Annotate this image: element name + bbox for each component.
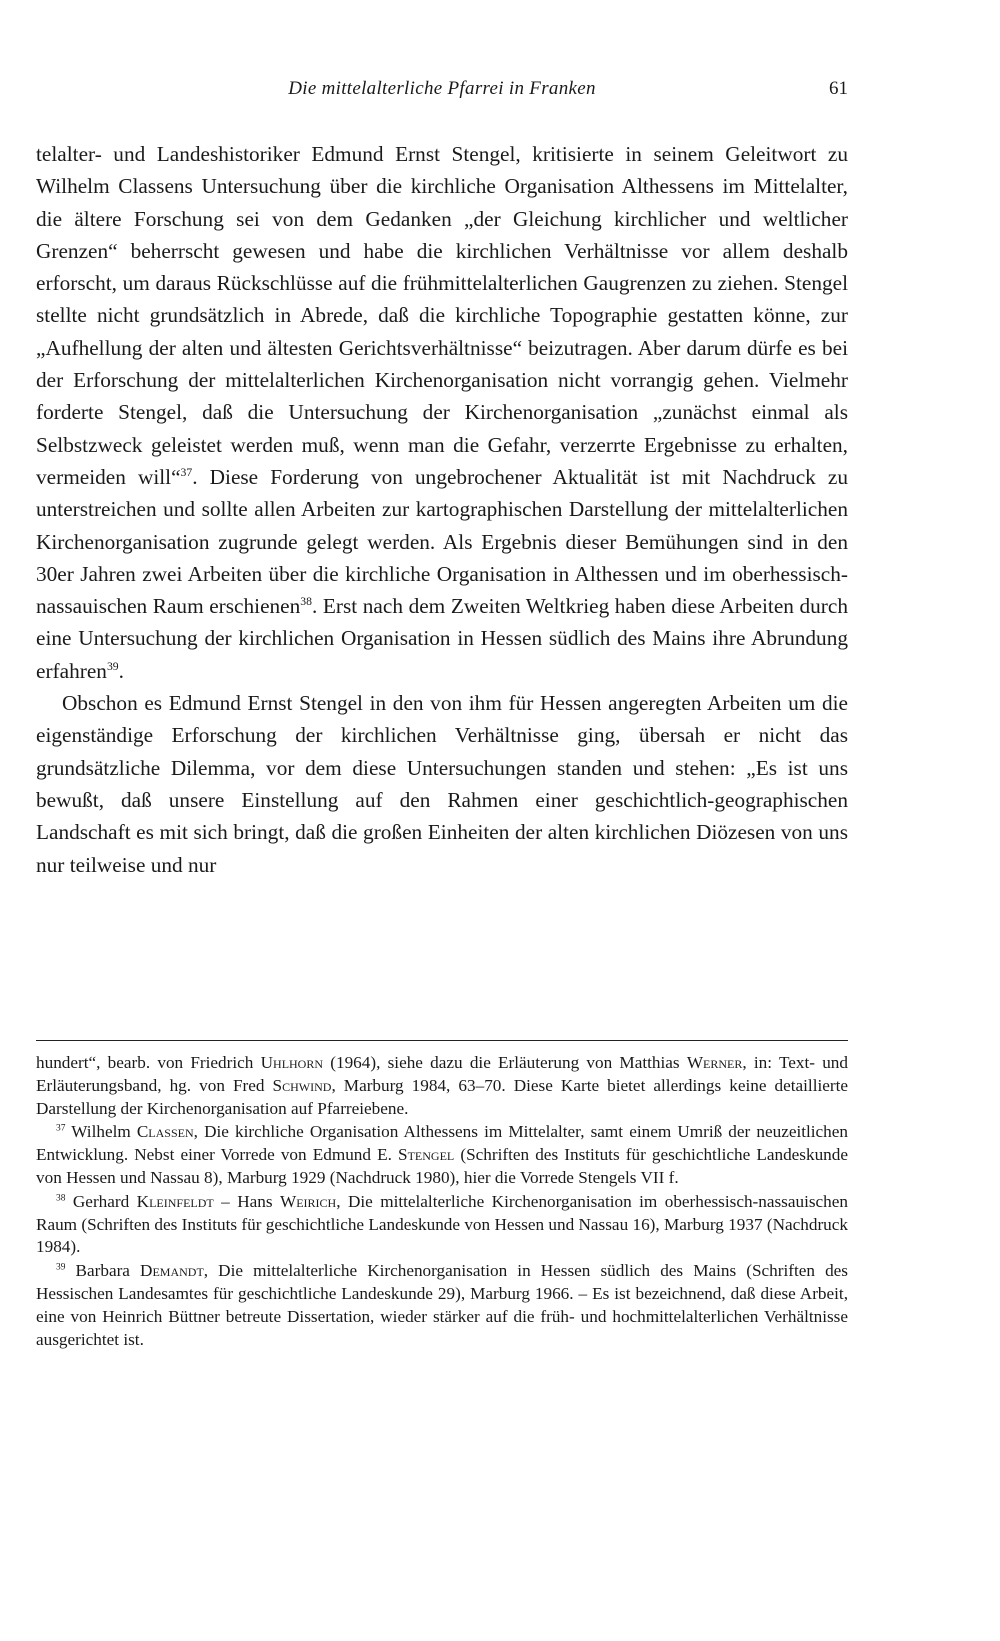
- footnote-ref-39: 39: [106, 659, 119, 673]
- footnote-38: [36, 1191, 848, 1259]
- footnote-cont-text-d: , Marburg 1984, 63–70. Diese Karte bietet allerdings keine detaillierte Darstellung der Kirchenorganisation auf Pfarreiebene.: [36, 1075, 848, 1118]
- footnote-38-text-b: – Hans: [213, 1191, 280, 1211]
- footnote-ref-38: 38: [300, 594, 312, 608]
- footnote-number: 38: [56, 1193, 66, 1204]
- paragraph-1-part-a: telalter- und Landeshistoriker Edmund Ernst Stengel, kritisierte in seinem Geleitwort zu Wilhelm Classens Untersuchung über die kirchliche Organisation Althessens im Mittelalter, die ältere Forschung sei von dem Gedanken „der Gleichung kirchlicher und weltlicher Grenzen“ beherrscht gewesen und habe die kirchlichen Verhältnisse vor allem deshalb erforscht, um daraus Rückschlüsse auf die frühmittelalterlichen Gaugrenzen zu ziehen. Stengel stellte nicht grundsätzlich in Abrede, daß die kirchliche Topographie gestatten könne, zur „Aufhellung der alten und ältesten Gerichtsverhältnisse“ beizutragen. Aber darum dürfe es bei der Erforschung der mittelalterlichen Kirchenorganisation nicht vorrangig gehen. Vielmehr forderte Stengel, daß die Untersuchung der Kirchenorganisation „zunächst einmal als Selbstzweck geleistet werden muß, wenn man die Gefahr, verzerrte Ergebnisse zu erhalten, vermeiden will“: [36, 142, 848, 489]
- footnote-37-text-c: (Schriften des Instituts für geschichtliche Landeskunde von Hessen und Nassau 8), Marburg 1929 (Nachdruck 1980), hier die Vorrede Stengels VII f.: [36, 1145, 848, 1187]
- paragraph-2: Obschon es Edmund Ernst Stengel in den von ihm für Hessen angeregten Arbeiten um die eigenständige Erforschung der kirchlichen Verhältnisse ging, übersah er nicht das grundsätzliche Dilemma, vor dem diese Untersuchungen standen und stehen: „Es ist uns bewußt, daß unsere Einstellung auf den Rahmen einer geschichtlich-geographischen Landschaft es mit sich bringt, daß die großen Einheiten der alten kirchlichen Diözesen von uns nur teilweise und nur: [36, 691, 848, 877]
- footnote-39-text-a: Barbara: [65, 1261, 141, 1281]
- footnotes: [36, 1052, 848, 1351]
- footnote-cont-text-b: (1964), siehe dazu die Erläuterung von Matthias: [323, 1053, 687, 1072]
- footnote-39: [36, 1260, 848, 1351]
- author-name: Demandt: [140, 1261, 204, 1281]
- page-header: [36, 78, 848, 108]
- paragraph-1-part-b: . Diese Forderung von ungebrochener Aktualität ist mit Nachdruck zu unterstreichen und sollte allen Arbeiten zur kartographischen Darstellung der mittelalterlichen Kirchenorganisation zugrunde gelegt werden. Als Ergebnis dieser Bemühungen sind in den 30er Jahren zwei Arbeiten über die kirchliche Organisation in Althessen und im oberhessisch-nassauischen Raum erschienen: [36, 464, 848, 619]
- footnote-number: 37: [56, 1123, 66, 1134]
- footnote-37: [36, 1121, 848, 1189]
- footnote-cont-text-c: , in: Text- und Erläuterungsband, hg. von Fred: [36, 1053, 848, 1095]
- author-name: Weirich: [279, 1191, 337, 1211]
- author-name: Werner: [686, 1053, 743, 1072]
- footnote-39-text-b: , Die mittelalterliche Kirchenorganisation in Hessen südlich des Mains (Schriften des Hessischen Landesamtes für geschichtliche Landeskunde 29), Marburg 1966. – Es ist bezeichnend, daß diese Arbeit, eine von Heinrich Büttner betreute Dissertation, wieder stärker auf die früh- und hochmittelalterlichen Verhältnisse ausgerichtet ist.: [36, 1261, 848, 1349]
- page-number: 61: [829, 78, 848, 99]
- running-title: Die mittelalterliche Pfarrei in Franken: [288, 78, 596, 99]
- footnote-ref-37: 37: [180, 465, 193, 479]
- author-name: Kleinfeldt: [136, 1191, 214, 1211]
- paragraph-1: [36, 138, 848, 687]
- footnote-separator: [36, 1040, 848, 1041]
- author-name: Classen: [136, 1122, 194, 1142]
- footnote-38-text-a: Gerhard: [65, 1191, 137, 1211]
- paragraph-1-part-c: . Erst nach dem Zweiten Weltkrieg haben diese Arbeiten durch eine Untersuchung der kirchlichen Organisation in Hessen südlich des Mains ihre Abrundung erfahren: [36, 594, 848, 683]
- footnote-cont-text-a: hundert“, bearb. von Friedrich: [36, 1053, 261, 1072]
- author-name: Uhlhorn: [260, 1053, 324, 1072]
- footnote-38-text-c: , Die mittelalterliche Kirchenorganisation im oberhessisch-nassauischen Raum (Schriften des Instituts für geschichtliche Landeskunde von Hessen und Nassau 16), Marburg 1937 (Nachdruck 1984).: [36, 1191, 848, 1257]
- paragraph-1-part-d: .: [118, 658, 124, 683]
- footnote-continuation: [36, 1052, 848, 1120]
- footnote-37-text-b: , Die kirchliche Organisation Althessens im Mittelalter, samt einem Umriß der neuzeitlichen Entwicklung. Nebst einer Vorrede von Edmund E.: [36, 1122, 848, 1165]
- author-name: Schwind: [272, 1075, 332, 1095]
- body-text: [36, 138, 848, 881]
- footnote-37-text-a: Wilhelm: [65, 1122, 137, 1142]
- footnote-number: 39: [56, 1262, 66, 1273]
- author-name: Stengel: [398, 1145, 455, 1165]
